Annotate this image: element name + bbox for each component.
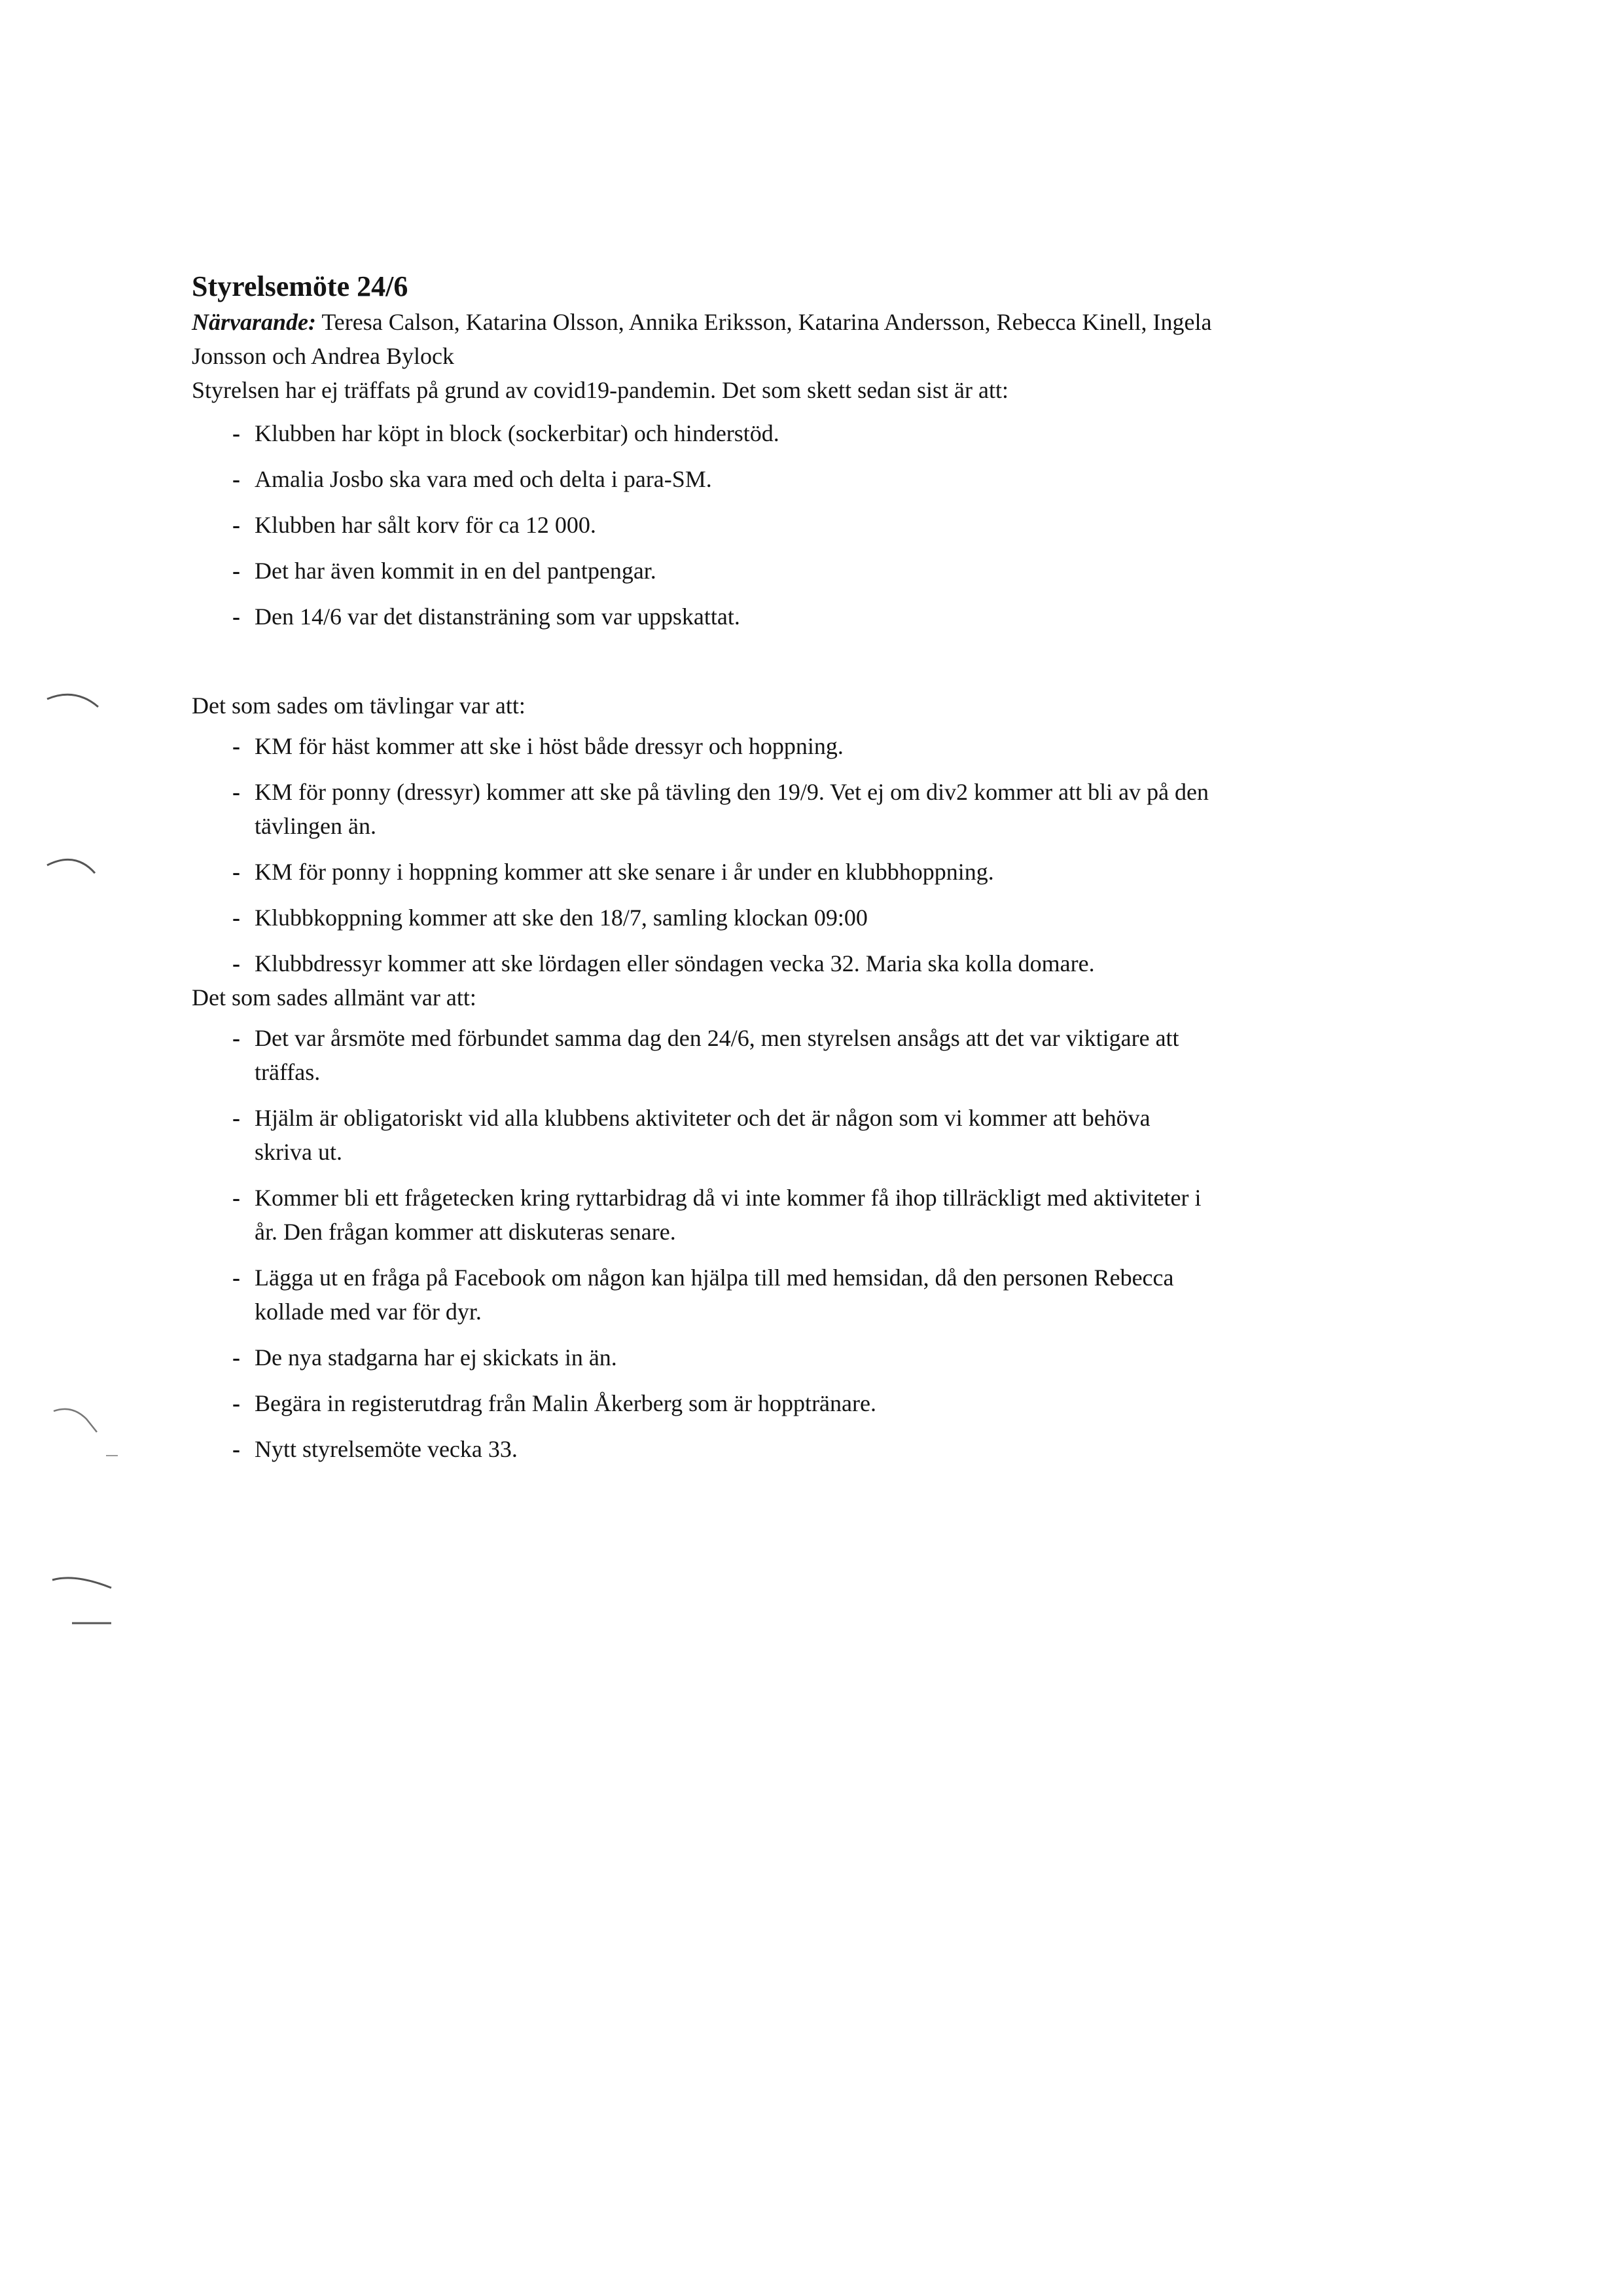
bullet-dash: - <box>232 558 240 584</box>
bullet-dash: - <box>232 420 240 446</box>
list-item: - KM för ponny (dressyr) kommer att ske på tävling den 19/9. Vet ej om div2 kommer att bli av på den tävlingen än. <box>232 775 1213 843</box>
bullet-dash: - <box>232 603 240 630</box>
bullet-dash: - <box>232 512 240 538</box>
bullet-dash: - <box>232 733 240 759</box>
list-item: - De nya stadgarna har ej skickats in än. <box>232 1340 1213 1374</box>
document-content <box>192 268 1213 1478</box>
bullet-dash: - <box>232 1105 240 1131</box>
bullet-dash: - <box>232 905 240 931</box>
bullet-dash: - <box>232 1265 240 1291</box>
list-item: - Nytt styrelsemöte vecka 33. <box>232 1432 1213 1466</box>
list-item: - Den 14/6 var det distansträning som var uppskattat. <box>232 600 1213 634</box>
list-item: - Det har även kommit in en del pantpengar. <box>232 554 1213 588</box>
list-item: - Lägga ut en fråga på Facebook om någon kan hjälpa till med hemsidan, då den personen Rebecca kollade med var för dyr. <box>232 1261 1213 1329</box>
bullet-dash: - <box>232 1185 240 1211</box>
section3-list <box>232 1021 1213 1466</box>
bullet-dash: - <box>232 859 240 885</box>
list-item: - Amalia Josbo ska vara med och delta i para-SM. <box>232 462 1213 496</box>
list-item: - Kommer bli ett frågetecken kring ryttarbidrag då vi inte kommer få ihop tillräckligt med aktiviteter i år. Den frågan kommer att diskuteras senare. <box>232 1181 1213 1249</box>
section-heading-competitions: Det som sades om tävlingar var att: <box>192 692 526 719</box>
bullet-dash: - <box>232 1344 240 1371</box>
punch-hole-mark <box>46 687 105 733</box>
section1-list <box>232 416 1213 634</box>
bullet-dash: - <box>232 950 240 977</box>
attendees-line <box>192 305 1213 373</box>
section-heading-general: Det som sades allmänt var att: <box>192 984 476 1011</box>
bullet-dash: - <box>232 1390 240 1416</box>
punch-hole-mark <box>46 851 105 897</box>
attendees-label: Närvarande: <box>192 309 316 335</box>
bullet-dash: - <box>232 466 240 492</box>
list-item: - Begära in registerutdrag från Malin Åkerberg som är hopptränare. <box>232 1386 1213 1420</box>
list-item: - Klubben har köpt in block (sockerbitar) och hinderstöd. <box>232 416 1213 450</box>
bullet-dash: - <box>232 1436 240 1462</box>
list-item: - Klubbdressyr kommer att ske lördagen eller söndagen vecka 32. Maria ska kolla domare. <box>232 946 1213 980</box>
intro-text: Styrelsen har ej träffats på grund av covid19-pandemin. Det som skett sedan sist är att: <box>192 377 1009 403</box>
document-title: Styrelsemöte 24/6 <box>192 270 408 302</box>
list-item: - Det var årsmöte med förbundet samma dag den 24/6, men styrelsen ansågs att det var viktigare att träffas. <box>232 1021 1213 1089</box>
list-item: - Hjälm är obligatoriskt vid alla klubbens aktiviteter och det är någon som vi kommer att behöva skriva ut. <box>232 1101 1213 1169</box>
punch-hole-mark <box>46 1571 105 1617</box>
bullet-dash: - <box>232 1025 240 1051</box>
list-item: - KM för ponny i hoppning kommer att ske senare i år under en klubbhoppning. <box>232 855 1213 889</box>
attendees-names: Teresa Calson, Katarina Olsson, Annika Eriksson, Katarina Andersson, Rebecca Kinell, Ingela Jonsson och Andrea Bylock <box>192 309 1212 369</box>
list-item: - KM för häst kommer att ske i höst både dressyr och hoppning. <box>232 729 1213 763</box>
list-item: - Klubbkoppning kommer att ske den 18/7, samling klockan 09:00 <box>232 901 1213 935</box>
punch-hole-mark <box>46 1401 105 1446</box>
bullet-dash: - <box>232 779 240 805</box>
section2-list <box>232 729 1213 980</box>
list-item: - Klubben har sålt korv för ca 12 000. <box>232 508 1213 542</box>
